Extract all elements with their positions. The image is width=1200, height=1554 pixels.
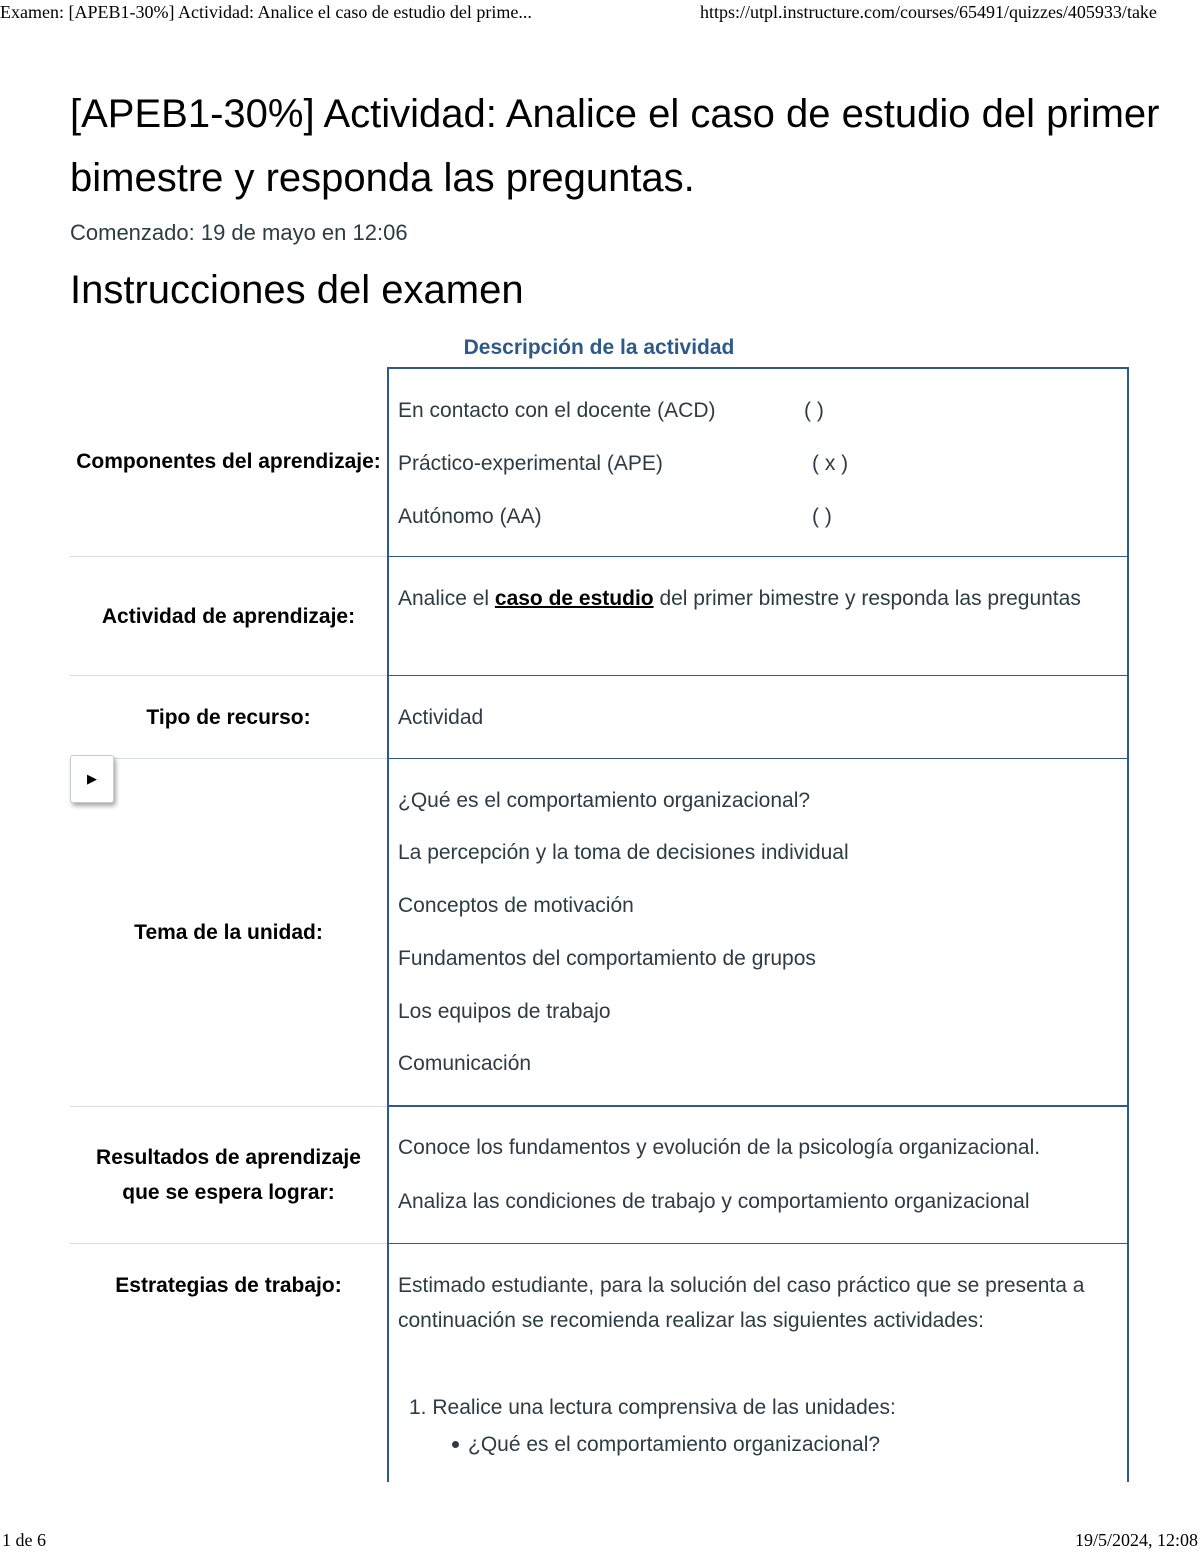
component-acd-mark: ( )	[804, 399, 824, 422]
component-ape: Práctico-experimental (APE)	[398, 452, 663, 475]
components-value	[387, 367, 1129, 557]
strategy-subitem: ¿Qué es el comportamiento organizacional?	[452, 1430, 880, 1460]
outcomes-value	[387, 1107, 1129, 1244]
unit-topics-row	[70, 759, 1129, 1107]
outcome-item: Conoce los fundamentos y evolución de la psicología organizacional.	[398, 1136, 1041, 1159]
unit-topic-item: Comunicación	[398, 1052, 532, 1075]
resource-row	[70, 676, 1129, 759]
table-caption: Descripción de la actividad	[463, 336, 735, 359]
started-timestamp: Comenzado: 19 de mayo en 12:06	[70, 220, 408, 245]
strategy-step: 1. Realice una lectura comprensiva de las unidades:	[409, 1396, 896, 1419]
case-study-link[interactable]: caso de estudio	[494, 587, 654, 610]
page-title: [APEB1-30%] Actividad: Analice el caso de estudio del primer bimestre y responda las preguntas.	[70, 92, 1160, 200]
component-ape-mark: ( x )	[812, 452, 849, 475]
unit-topic-item: Fundamentos del comportamiento de grupos	[398, 947, 816, 970]
unit-topics-value	[387, 759, 1129, 1107]
outcome-item: Analiza las condiciones de trabajo y comportamiento organizacional	[398, 1190, 1030, 1213]
activity-label: Actividad de aprendizaje:	[70, 557, 387, 676]
component-aa-mark: ( )	[812, 505, 832, 528]
activity-value	[387, 557, 1129, 676]
components-label: Componentes del aprendizaje:	[70, 367, 387, 557]
play-button[interactable]	[70, 755, 114, 803]
unit-topics-label: Tema de la unidad:	[70, 759, 387, 1107]
print-footer	[0, 1530, 1200, 1554]
strategies-label: Estrategias de trabajo:	[115, 1274, 342, 1297]
outcomes-row	[70, 1107, 1129, 1244]
resource-label: Tipo de recurso:	[70, 676, 387, 759]
page-number: 1 de 6	[2, 1530, 46, 1550]
bullet-icon	[452, 1441, 459, 1448]
print-header-url: https://utpl.instructure.com/courses/65491/quizzes/405933/take	[700, 2, 1157, 22]
print-datetime: 19/5/2024, 12:08	[1074, 1530, 1198, 1550]
print-header-title: Examen: [APEB1-30%] Actividad: Analice el caso de estudio del prime...	[0, 2, 532, 22]
unit-topic-item: ¿Qué es el comportamiento organizacional?	[398, 789, 811, 812]
unit-topic-item: La percepción y la toma de decisiones individual	[398, 841, 849, 864]
components-row	[70, 367, 1129, 557]
component-aa: Autónomo (AA)	[398, 505, 542, 528]
instructions-heading: Instrucciones del examen	[70, 268, 524, 312]
outcomes-label: Resultados de aprendizaje que se espera lograr:	[70, 1107, 387, 1244]
unit-topic-item: Conceptos de motivación	[398, 894, 634, 917]
print-header	[0, 2, 1200, 26]
activity-row	[70, 557, 1129, 676]
resource-value	[387, 676, 1129, 759]
activity-text: Analice el caso de estudio del primer bimestre y responda las preguntas	[398, 587, 1081, 610]
unit-topic-item: Los equipos de trabajo	[398, 1000, 611, 1023]
resource-type: Actividad	[398, 706, 484, 729]
play-icon: ▶	[87, 771, 97, 786]
strategies-intro: Estimado estudiante, para la solución del caso práctico que se presenta a continuación se recomienda realizar las siguientes actividades:	[398, 1274, 1085, 1332]
component-acd: En contacto con el docente (ACD)	[398, 399, 716, 422]
